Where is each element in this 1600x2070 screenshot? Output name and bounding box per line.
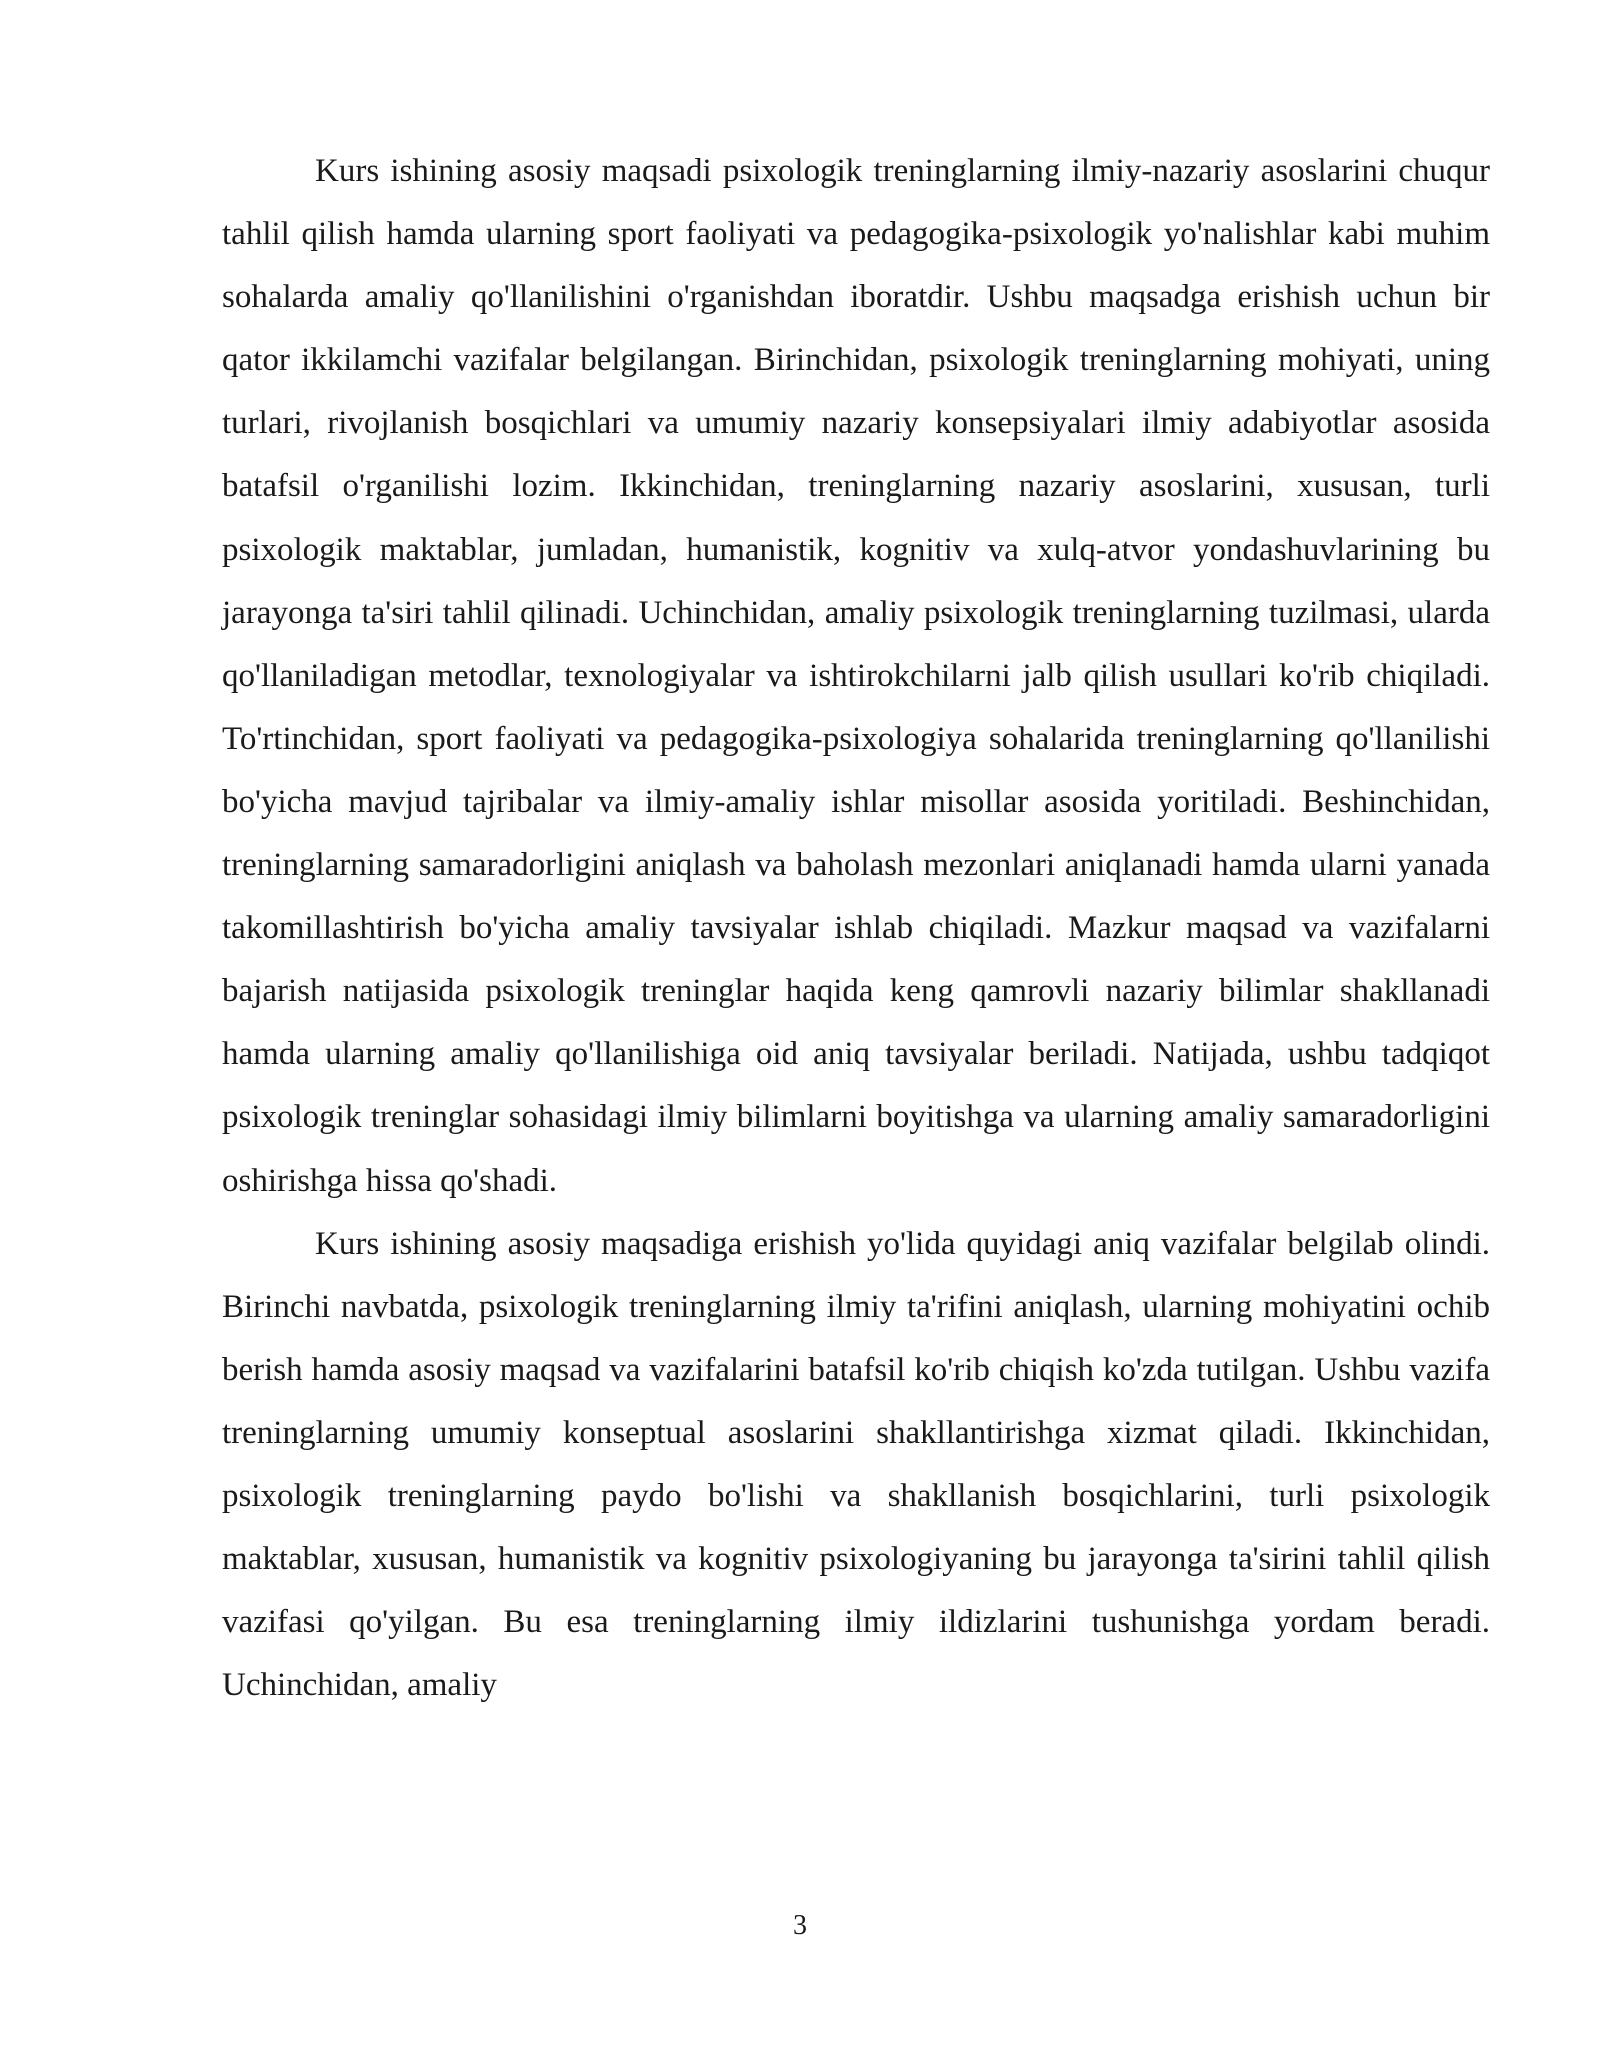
page-number: 3 [793, 1910, 807, 1941]
paragraph-2: Kurs ishining asosiy maqsadiga erishish yo'lida quyidagi aniq vazifalar belgilab olindi. Birinchi navbatda, psixologik treninglarning ilmiy ta'rifini aniqlash, ularning mohiyatini ochib berish hamda asosiy maqsad va vazifalarini batafsil ko'rib chiqish ko'zda tutilgan. Ushbu vazifa treninglarning umumiy konseptual asoslarini shakllantirishga xizmat qiladi. Ikkinchidan, psixologik treninglarning paydo bo'lishi va shakllanish bosqichlarini, turli psixologik maktablar, xususan, humanistik va kognitiv psixologiyaning bu jarayonga ta'sirini tahlil qilish vazifasi qo'yilgan. Bu esa treninglarning ilmiy ildizlarini tushunishga yordam beradi. Uchinchidan, amaliy [222, 1225, 1490, 1704]
body-text [222, 140, 1490, 1717]
paragraph-1: Kurs ishining asosiy maqsadi psixologik treninglarning ilmiy-nazariy asoslarini chuqur tahlil qilish hamda ularning sport faoliyati va pedagogika-psixologik yo'nalishlar kabi muhim sohalarda amaliy qo'llanilishini o'rganishdan iboratdir. Ushbu maqsadga erishish uchun bir qator ikkilamchi vazifalar belgilangan. Birinchidan, psixologik treninglarning mohiyati, uning turlari, rivojlanish bosqichlari va umumiy nazariy konsepsiyalari ilmiy adabiyotlar asosida batafsil o'rganilishi lozim. Ikkinchidan, treninglarning nazariy asoslarini, xususan, turli psixologik maktablar, jumladan, humanistik, kognitiv va xulq-atvor yondashuvlarining bu jarayonga ta'siri tahlil qilinadi. Uchinchidan, amaliy psixologik treninglarning tuzilmasi, ularda qo'llaniladigan metodlar, texnologiyalar va ishtirokchilarni jalb qilish usullari ko'rib chiqiladi. To'rtinchidan, sport faoliyati va pedagogika-psixologiya sohalarida treninglarning qo'llanilishi bo'yicha mavjud tajribalar va ilmiy-amaliy ishlar misollar asosida yoritiladi. Beshinchidan, treninglarning samaradorligini aniqlash va baholash mezonlari aniqlanadi hamda ularni yanada takomillashtirish bo'yicha amaliy tavsiyalar ishlab chiqiladi. Mazkur maqsad va vazifalarni bajarish natijasida psixologik treninglar haqida keng qamrovli nazariy bilimlar shakllanadi hamda ularning amaliy qo'llanilishiga oid aniq tavsiyalar beriladi. Natijada, ushbu tadqiqot psixologik treninglar sohasidagi ilmiy bilimlarni boyitishga va ularning amaliy samaradorligini oshirishga hissa qo'shadi. [222, 153, 1490, 1199]
